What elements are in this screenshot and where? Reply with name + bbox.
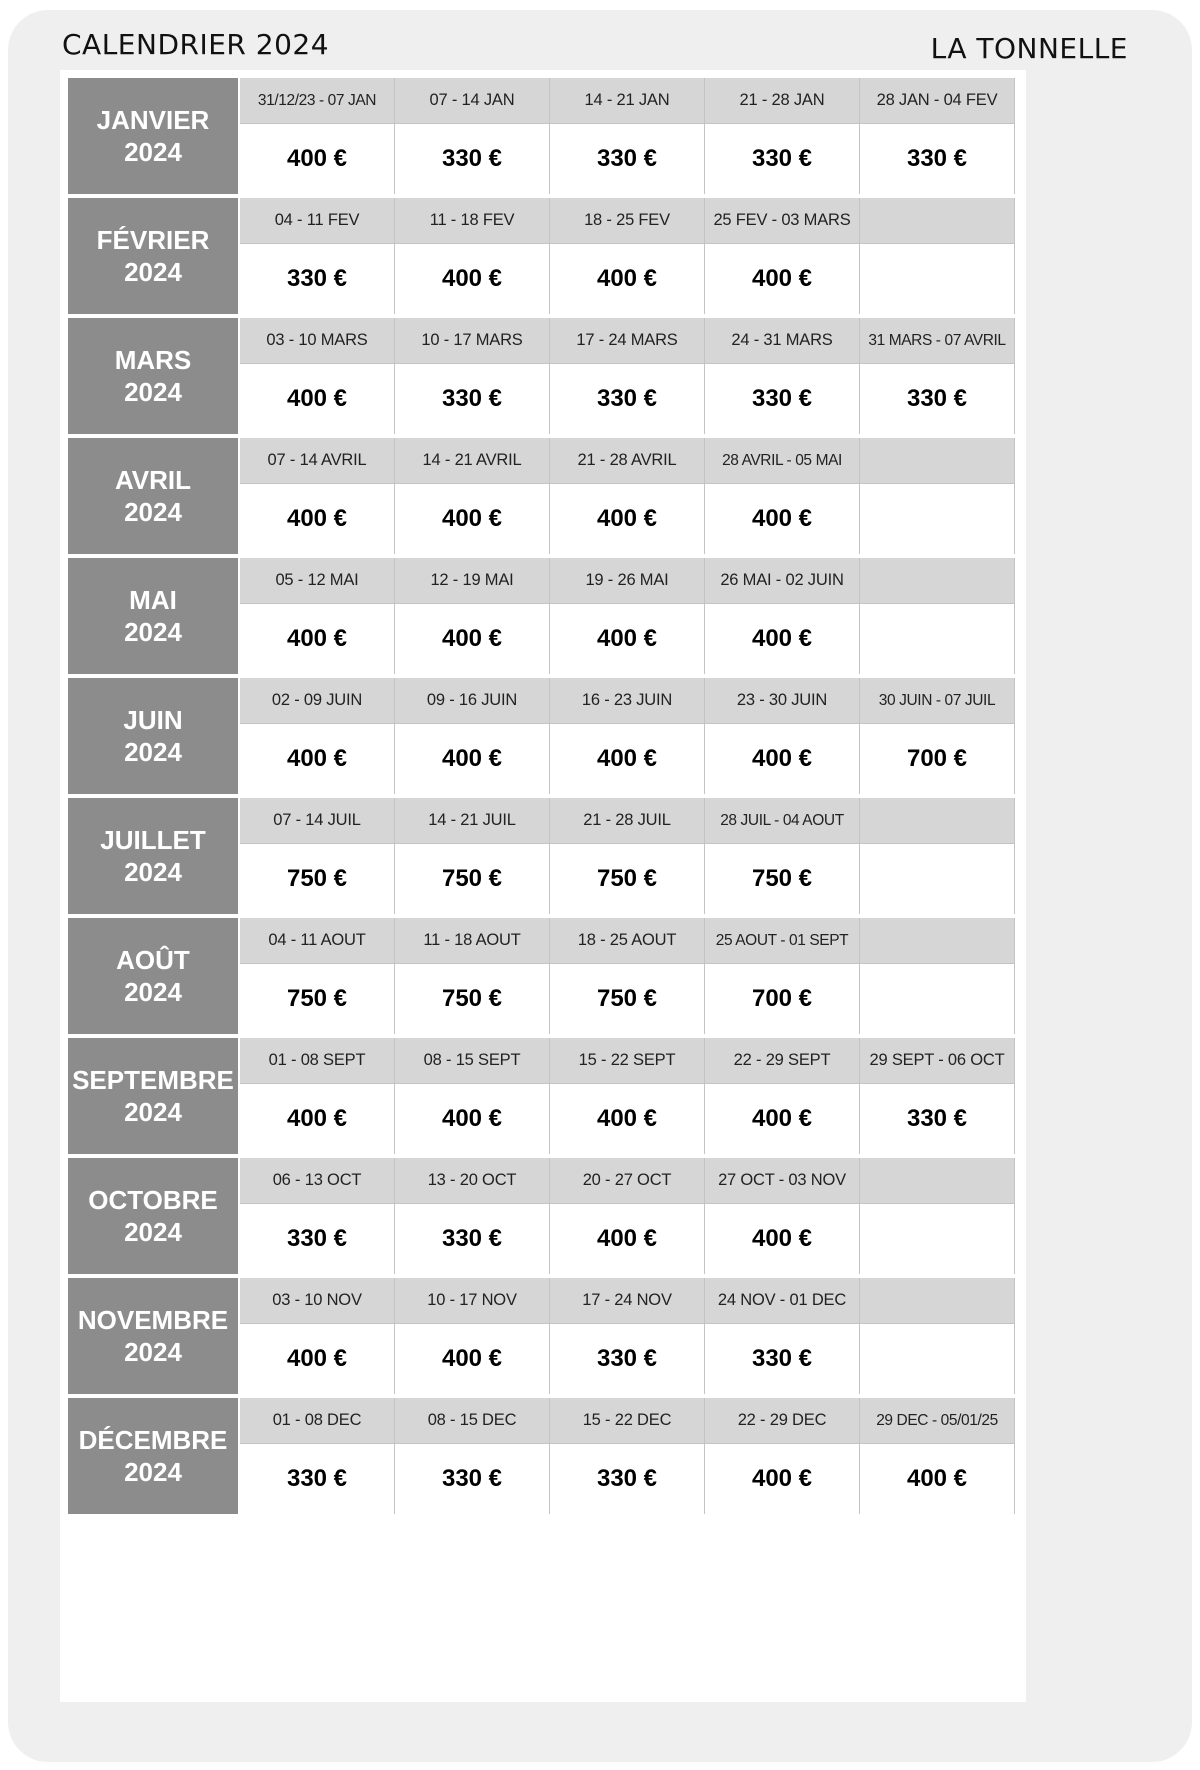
week-dates: 11 - 18 FEV bbox=[395, 198, 549, 244]
week-dates: 08 - 15 DEC bbox=[395, 1398, 549, 1444]
week-dates: 10 - 17 NOV bbox=[395, 1278, 549, 1324]
week-cell bbox=[705, 438, 860, 554]
week-cell bbox=[860, 678, 1015, 794]
week-cell bbox=[860, 318, 1015, 434]
week-cell bbox=[705, 918, 860, 1034]
week-dates: 15 - 22 SEPT bbox=[550, 1038, 704, 1084]
month-label bbox=[68, 1158, 238, 1274]
month-year: 2024 bbox=[124, 377, 182, 407]
month-name: JUIN bbox=[123, 705, 183, 735]
week-cell bbox=[550, 198, 705, 314]
month-name: SEPTEMBRE bbox=[72, 1065, 234, 1095]
week-row bbox=[240, 1038, 1016, 1154]
week-cell bbox=[240, 78, 395, 194]
week-dates bbox=[860, 1158, 1014, 1204]
week-dates: 22 - 29 DEC bbox=[705, 1398, 859, 1444]
week-cell bbox=[860, 198, 1015, 314]
week-cell bbox=[395, 558, 550, 674]
month-year: 2024 bbox=[124, 737, 182, 767]
week-cell bbox=[240, 1158, 395, 1274]
week-cell bbox=[395, 798, 550, 914]
week-dates: 25 FEV - 03 MARS bbox=[705, 198, 859, 244]
week-price: 400 € bbox=[286, 505, 348, 532]
week-dates: 08 - 15 SEPT bbox=[395, 1038, 549, 1084]
week-dates: 12 - 19 MAI bbox=[395, 558, 549, 604]
week-dates: 13 - 20 OCT bbox=[395, 1158, 549, 1204]
week-cell bbox=[705, 198, 860, 314]
week-price: 330 € bbox=[286, 1225, 348, 1252]
week-dates: 07 - 14 JAN bbox=[395, 78, 549, 124]
week-cell bbox=[550, 678, 705, 794]
week-cell bbox=[860, 1038, 1015, 1154]
week-row bbox=[240, 318, 1016, 434]
month-name: JUILLET bbox=[100, 825, 206, 855]
week-price: 400 € bbox=[751, 265, 813, 292]
week-dates: 28 JAN - 04 FEV bbox=[860, 78, 1014, 124]
week-price: 400 € bbox=[906, 1465, 968, 1492]
week-price bbox=[860, 964, 1014, 1034]
week-price: 400 € bbox=[751, 1225, 813, 1252]
week-dates: 29 SEPT - 06 OCT bbox=[860, 1038, 1014, 1084]
week-price: 330 € bbox=[751, 1345, 813, 1372]
week-price: 750 € bbox=[286, 865, 348, 892]
week-cell bbox=[860, 438, 1015, 554]
week-dates: 16 - 23 JUIN bbox=[550, 678, 704, 724]
week-dates bbox=[860, 558, 1014, 604]
week-dates: 01 - 08 SEPT bbox=[240, 1038, 394, 1084]
week-cell bbox=[240, 798, 395, 914]
week-dates: 05 - 12 MAI bbox=[240, 558, 394, 604]
week-dates: 25 AOUT - 01 SEPT bbox=[705, 918, 859, 964]
week-price bbox=[860, 1204, 1014, 1274]
week-dates: 17 - 24 NOV bbox=[550, 1278, 704, 1324]
week-cell bbox=[395, 78, 550, 194]
brand-name: LA TONNELLE bbox=[930, 32, 1128, 65]
month-row bbox=[68, 438, 1132, 554]
week-row bbox=[240, 558, 1016, 674]
week-cell bbox=[240, 918, 395, 1034]
week-cell bbox=[550, 558, 705, 674]
week-cell bbox=[395, 678, 550, 794]
month-row bbox=[68, 1038, 1132, 1154]
week-cell bbox=[705, 558, 860, 674]
month-label bbox=[68, 1398, 238, 1514]
month-row bbox=[68, 1278, 1132, 1394]
month-label bbox=[68, 198, 238, 314]
week-price: 400 € bbox=[286, 745, 348, 772]
week-dates: 27 OCT - 03 NOV bbox=[705, 1158, 859, 1204]
week-cell bbox=[550, 318, 705, 434]
week-dates: 21 - 28 AVRIL bbox=[550, 438, 704, 484]
week-row bbox=[240, 198, 1016, 314]
week-price: 400 € bbox=[286, 145, 348, 172]
week-cell bbox=[550, 918, 705, 1034]
week-row bbox=[240, 1278, 1016, 1394]
week-cell bbox=[240, 558, 395, 674]
week-cell bbox=[705, 678, 860, 794]
week-cell bbox=[240, 438, 395, 554]
week-price: 400 € bbox=[751, 505, 813, 532]
week-dates: 31 MARS - 07 AVRIL bbox=[860, 318, 1014, 364]
week-dates bbox=[860, 198, 1014, 244]
month-name: MAI bbox=[129, 585, 177, 615]
week-price bbox=[860, 244, 1014, 314]
month-year: 2024 bbox=[124, 977, 182, 1007]
week-price: 400 € bbox=[286, 385, 348, 412]
week-price: 400 € bbox=[441, 505, 503, 532]
month-label bbox=[68, 318, 238, 434]
week-price: 330 € bbox=[596, 385, 658, 412]
week-dates: 10 - 17 MARS bbox=[395, 318, 549, 364]
week-cell bbox=[395, 1158, 550, 1274]
month-year: 2024 bbox=[124, 617, 182, 647]
week-price bbox=[860, 604, 1014, 674]
week-dates: 07 - 14 AVRIL bbox=[240, 438, 394, 484]
week-cell bbox=[705, 318, 860, 434]
month-year: 2024 bbox=[124, 1217, 182, 1247]
month-year: 2024 bbox=[124, 1457, 182, 1487]
week-price: 400 € bbox=[751, 625, 813, 652]
week-price: 330 € bbox=[596, 145, 658, 172]
month-row bbox=[68, 318, 1132, 434]
month-row bbox=[68, 918, 1132, 1034]
week-cell bbox=[240, 198, 395, 314]
week-price: 400 € bbox=[596, 265, 658, 292]
week-dates: 30 JUIN - 07 JUIL bbox=[860, 678, 1014, 724]
week-price: 330 € bbox=[441, 1225, 503, 1252]
week-cell bbox=[240, 1278, 395, 1394]
week-cell bbox=[395, 438, 550, 554]
week-cell bbox=[860, 558, 1015, 674]
week-price: 330 € bbox=[596, 1345, 658, 1372]
week-price: 330 € bbox=[596, 1465, 658, 1492]
week-cell bbox=[550, 78, 705, 194]
week-price: 400 € bbox=[441, 745, 503, 772]
week-cell bbox=[550, 1278, 705, 1394]
week-dates: 02 - 09 JUIN bbox=[240, 678, 394, 724]
week-cell bbox=[860, 918, 1015, 1034]
week-dates bbox=[860, 798, 1014, 844]
week-dates: 03 - 10 MARS bbox=[240, 318, 394, 364]
month-name: OCTOBRE bbox=[88, 1185, 218, 1215]
month-year: 2024 bbox=[124, 857, 182, 887]
week-dates bbox=[860, 1278, 1014, 1324]
week-cell bbox=[395, 318, 550, 434]
week-price: 750 € bbox=[596, 865, 658, 892]
week-price: 700 € bbox=[906, 745, 968, 772]
week-dates: 15 - 22 DEC bbox=[550, 1398, 704, 1444]
week-price: 400 € bbox=[596, 745, 658, 772]
week-dates: 29 DEC - 05/01/25 bbox=[860, 1398, 1014, 1444]
week-row bbox=[240, 438, 1016, 554]
week-cell bbox=[860, 1278, 1015, 1394]
week-row bbox=[240, 798, 1016, 914]
week-cell bbox=[705, 1038, 860, 1154]
week-cell bbox=[705, 798, 860, 914]
week-price: 330 € bbox=[906, 145, 968, 172]
week-row bbox=[240, 1158, 1016, 1274]
week-price: 400 € bbox=[596, 1225, 658, 1252]
week-price: 330 € bbox=[751, 145, 813, 172]
week-dates: 24 - 31 MARS bbox=[705, 318, 859, 364]
week-price: 330 € bbox=[441, 145, 503, 172]
month-name: AOÛT bbox=[116, 945, 190, 975]
week-cell bbox=[550, 438, 705, 554]
week-dates: 26 MAI - 02 JUIN bbox=[705, 558, 859, 604]
week-dates: 19 - 26 MAI bbox=[550, 558, 704, 604]
month-label bbox=[68, 438, 238, 554]
month-name: NOVEMBRE bbox=[77, 1305, 229, 1335]
week-price bbox=[860, 1324, 1014, 1394]
week-price: 330 € bbox=[906, 1105, 968, 1132]
week-cell bbox=[550, 1398, 705, 1514]
week-price: 330 € bbox=[441, 1465, 503, 1492]
week-price: 750 € bbox=[441, 985, 503, 1012]
week-price: 400 € bbox=[441, 1345, 503, 1372]
month-row bbox=[68, 1398, 1132, 1514]
week-price: 750 € bbox=[751, 865, 813, 892]
week-price bbox=[860, 484, 1014, 554]
month-row bbox=[68, 78, 1132, 194]
week-price: 400 € bbox=[751, 1465, 813, 1492]
week-dates: 04 - 11 AOUT bbox=[240, 918, 394, 964]
month-row bbox=[68, 678, 1132, 794]
week-dates: 06 - 13 OCT bbox=[240, 1158, 394, 1204]
week-dates: 14 - 21 JUIL bbox=[395, 798, 549, 844]
month-name: JANVIER bbox=[96, 105, 210, 135]
week-dates: 17 - 24 MARS bbox=[550, 318, 704, 364]
week-price: 400 € bbox=[751, 1105, 813, 1132]
week-price: 750 € bbox=[286, 985, 348, 1012]
week-cell bbox=[705, 1398, 860, 1514]
week-price: 400 € bbox=[441, 265, 503, 292]
week-cell bbox=[860, 78, 1015, 194]
week-cell bbox=[395, 1278, 550, 1394]
week-dates: 14 - 21 AVRIL bbox=[395, 438, 549, 484]
month-year: 2024 bbox=[124, 137, 182, 167]
week-cell bbox=[705, 78, 860, 194]
week-dates: 18 - 25 AOUT bbox=[550, 918, 704, 964]
month-year: 2024 bbox=[124, 1097, 182, 1127]
month-row bbox=[68, 198, 1132, 314]
month-name: FÉVRIER bbox=[96, 225, 210, 255]
week-dates: 21 - 28 JAN bbox=[705, 78, 859, 124]
week-price: 330 € bbox=[441, 385, 503, 412]
week-price: 330 € bbox=[751, 385, 813, 412]
week-cell bbox=[395, 918, 550, 1034]
week-dates: 01 - 08 DEC bbox=[240, 1398, 394, 1444]
week-dates: 11 - 18 AOUT bbox=[395, 918, 549, 964]
week-dates: 04 - 11 FEV bbox=[240, 198, 394, 244]
month-name: MARS bbox=[114, 345, 192, 375]
week-cell bbox=[860, 798, 1015, 914]
calendar-title: CALENDRIER 2024 bbox=[62, 28, 330, 61]
week-dates: 09 - 16 JUIN bbox=[395, 678, 549, 724]
week-cell bbox=[705, 1158, 860, 1274]
week-price: 400 € bbox=[286, 1345, 348, 1372]
week-price: 400 € bbox=[596, 1105, 658, 1132]
week-price: 330 € bbox=[906, 385, 968, 412]
week-dates: 22 - 29 SEPT bbox=[705, 1038, 859, 1084]
week-price: 400 € bbox=[441, 1105, 503, 1132]
week-dates: 31/12/23 - 07 JAN bbox=[240, 78, 394, 124]
week-cell bbox=[550, 1158, 705, 1274]
week-dates: 23 - 30 JUIN bbox=[705, 678, 859, 724]
month-label bbox=[68, 1278, 238, 1394]
week-dates: 28 AVRIL - 05 MAI bbox=[705, 438, 859, 484]
month-row bbox=[68, 1158, 1132, 1274]
week-dates: 14 - 21 JAN bbox=[550, 78, 704, 124]
month-label bbox=[68, 558, 238, 674]
week-row bbox=[240, 918, 1016, 1034]
week-dates: 28 JUIL - 04 AOUT bbox=[705, 798, 859, 844]
week-row bbox=[240, 78, 1016, 194]
week-price: 330 € bbox=[286, 265, 348, 292]
month-label bbox=[68, 678, 238, 794]
week-row bbox=[240, 1398, 1016, 1514]
week-price: 700 € bbox=[751, 985, 813, 1012]
week-dates bbox=[860, 438, 1014, 484]
week-cell bbox=[550, 798, 705, 914]
week-cell bbox=[550, 1038, 705, 1154]
week-dates: 07 - 14 JUIL bbox=[240, 798, 394, 844]
week-cell bbox=[240, 678, 395, 794]
week-dates bbox=[860, 918, 1014, 964]
week-cell bbox=[860, 1398, 1015, 1514]
week-cell bbox=[395, 1038, 550, 1154]
week-price: 400 € bbox=[751, 745, 813, 772]
week-price: 330 € bbox=[286, 1465, 348, 1492]
calendar-sheet bbox=[60, 70, 1026, 1702]
month-label bbox=[68, 798, 238, 914]
week-cell bbox=[860, 1158, 1015, 1274]
week-dates: 03 - 10 NOV bbox=[240, 1278, 394, 1324]
week-cell bbox=[395, 1398, 550, 1514]
month-year: 2024 bbox=[124, 497, 182, 527]
month-row bbox=[68, 798, 1132, 914]
week-dates: 18 - 25 FEV bbox=[550, 198, 704, 244]
week-row bbox=[240, 678, 1016, 794]
week-dates: 24 NOV - 01 DEC bbox=[705, 1278, 859, 1324]
month-name: DÉCEMBRE bbox=[78, 1425, 228, 1455]
month-year: 2024 bbox=[124, 1337, 182, 1367]
month-year: 2024 bbox=[124, 257, 182, 287]
month-label bbox=[68, 78, 238, 194]
week-price: 750 € bbox=[441, 865, 503, 892]
week-cell bbox=[705, 1278, 860, 1394]
week-price: 400 € bbox=[596, 625, 658, 652]
week-price: 400 € bbox=[286, 625, 348, 652]
week-cell bbox=[395, 198, 550, 314]
week-cell bbox=[240, 1038, 395, 1154]
week-dates: 21 - 28 JUIL bbox=[550, 798, 704, 844]
week-price: 400 € bbox=[286, 1105, 348, 1132]
month-label bbox=[68, 1038, 238, 1154]
week-dates: 20 - 27 OCT bbox=[550, 1158, 704, 1204]
week-price: 400 € bbox=[596, 505, 658, 532]
month-row bbox=[68, 558, 1132, 674]
month-name: AVRIL bbox=[114, 465, 192, 495]
week-cell bbox=[240, 1398, 395, 1514]
week-price: 750 € bbox=[596, 985, 658, 1012]
week-cell bbox=[240, 318, 395, 434]
week-price: 400 € bbox=[441, 625, 503, 652]
month-label bbox=[68, 918, 238, 1034]
week-price bbox=[860, 844, 1014, 914]
